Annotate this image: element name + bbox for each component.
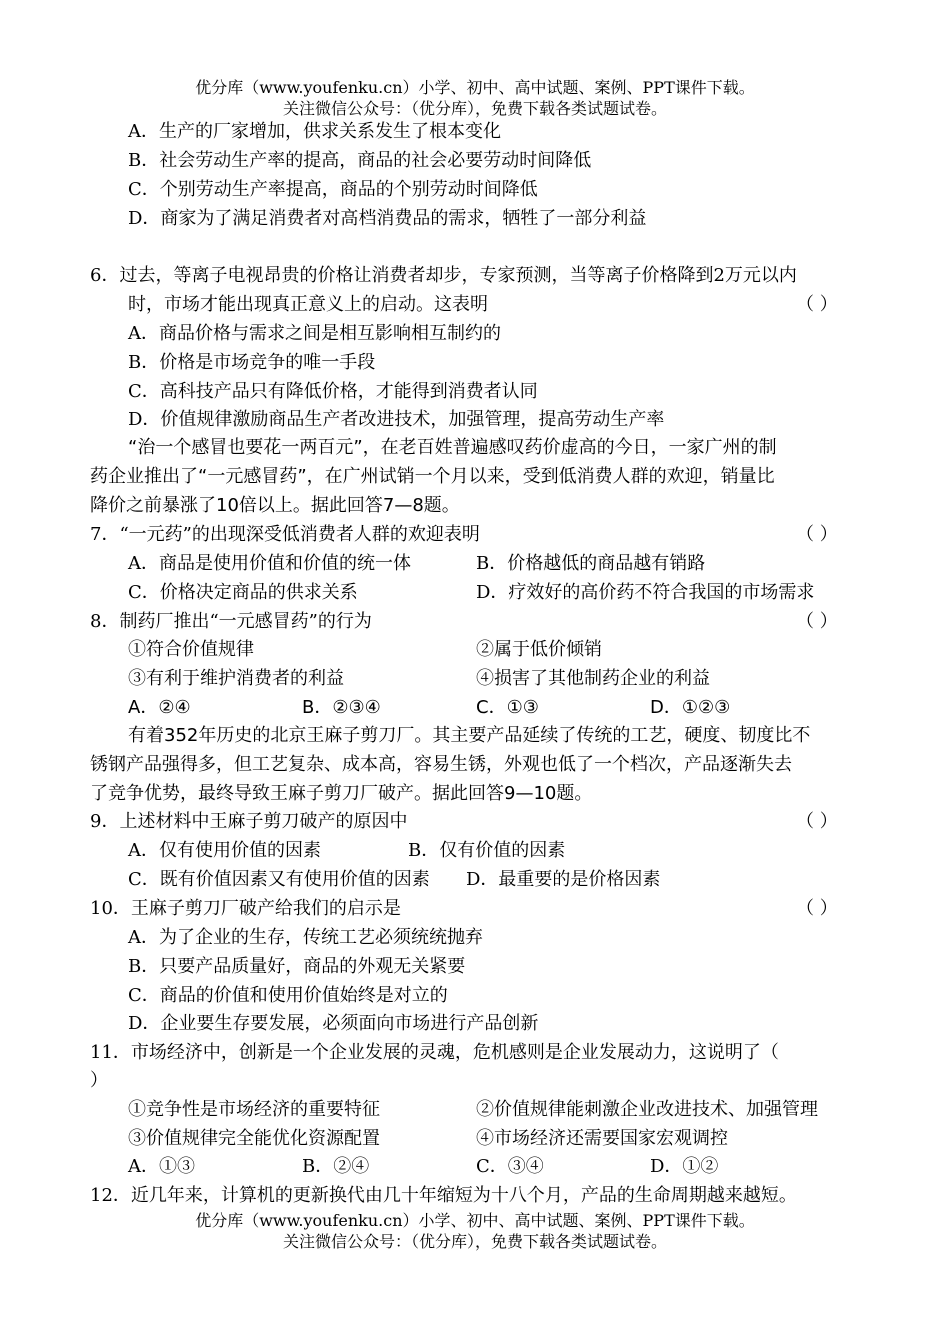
q9-option-d: D．最重要的是价格因素	[466, 869, 661, 890]
q11-statement-2: ②价值规律能刺激企业改进技术、加强管理	[476, 1099, 818, 1120]
footer-line-2: 关注微信公众号：（优分库），免费下载各类试题试卷。	[282, 1232, 667, 1251]
q7-option-a: A．商品是使用价值和价值的统一体	[128, 553, 411, 574]
q9-option-a: A．仅有使用价值的因素	[128, 840, 321, 861]
q7-stem: 7．“一元药”的出现深受低消费者人群的欢迎表明	[90, 524, 480, 545]
q11-option-b: B．②④	[302, 1156, 370, 1177]
q10-option-b: B．只要产品质量好，商品的外观无关紧要	[128, 956, 466, 977]
q5-option-a: A．生产的厂家增加，供求关系发生了根本变化	[128, 121, 501, 142]
q8-statement-4: ④损害了其他制药企业的利益	[476, 668, 710, 689]
q12-stem: 12．近几年来，计算机的更新换代由几十年缩短为十八个月，产品的生命周期越来越短。	[90, 1185, 797, 1206]
q10-option-c: C．商品的价值和使用价值始终是对立的	[128, 985, 448, 1006]
q9-option-b: B．仅有价值的因素	[408, 840, 566, 861]
passage-1-line-2: 药企业推出了“一元感冒药”，在广州试销一个月以来，受到低消费人群的欢迎，销量比	[90, 466, 775, 487]
q6-stem-line-2: 时，市场才能出现真正意义上的启动。这表明	[128, 294, 488, 315]
q10-option-d: D．企业要生存要发展，必须面向市场进行产品创新	[128, 1013, 539, 1034]
q8-statement-1: ①符合价值规律	[128, 639, 254, 660]
q6-answer-paren: （ ）	[796, 294, 838, 315]
q8-answer-paren: （ ）	[796, 611, 838, 632]
q8-stem: 8．制药厂推出“一元感冒药”的行为	[90, 611, 372, 632]
q8-option-c: C．①③	[476, 697, 539, 718]
passage-1-line-1: “治一个感冒也要花一两百元”，在老百姓普遍感叹药价虚高的今日，一家广州的制	[128, 437, 777, 458]
q6-option-b: B．价格是市场竞争的唯一手段	[128, 352, 376, 373]
q11-option-c: C．③④	[476, 1156, 544, 1177]
q7-option-b: B．价格越低的商品越有销路	[476, 553, 706, 574]
q7-option-d: D．疗效好的高价药不符合我国的市场需求	[476, 582, 815, 603]
q6-option-a: A．商品价格与需求之间是相互影响相互制约的	[128, 323, 501, 344]
q8-statement-3: ③有利于维护消费者的利益	[128, 668, 344, 689]
q6-stem-line-1: 6．过去，等离子电视昂贵的价格让消费者却步，专家预测，当等离子价格降到2万元以内	[90, 265, 797, 286]
header-line-2: 关注微信公众号：（优分库），免费下载各类试题试卷。	[282, 99, 667, 118]
q8-statement-2: ②属于低价倾销	[476, 639, 602, 660]
q11-statement-1: ①竞争性是市场经济的重要特征	[128, 1099, 380, 1120]
q8-option-a: A．②④	[128, 697, 191, 718]
q5-option-b: B．社会劳动生产率的提高，商品的社会必要劳动时间降低	[128, 150, 592, 171]
q9-stem: 9．上述材料中王麻子剪刀破产的原因中	[90, 811, 408, 832]
q11-stem-line-2: ）	[90, 1070, 108, 1091]
q7-answer-paren: （ ）	[796, 524, 838, 545]
passage-2-line-3: 了竞争优势，最终导致王麻子剪刀厂破产。据此回答9—10题。	[90, 783, 593, 804]
passage-1-line-3: 降价之前暴涨了10倍以上。据此回答7—8题。	[90, 495, 460, 516]
q7-option-c: C．价格决定商品的供求关系	[128, 582, 358, 603]
q10-answer-paren: （ ）	[796, 898, 838, 919]
header-line-1: 优分库（www.youfenku.cn）小学、初中、高中试题、案例、PPT课件下载。	[195, 78, 755, 97]
q6-option-c: C．高科技产品只有降低价格，才能得到消费者认同	[128, 381, 538, 402]
q10-stem: 10．王麻子剪刀厂破产给我们的启示是	[90, 898, 401, 919]
q11-statement-4: ④市场经济还需要国家宏观调控	[476, 1128, 728, 1149]
q9-option-c: C．既有价值因素又有使用价值的因素	[128, 869, 430, 890]
q10-option-a: A．为了企业的生存，传统工艺必须统统抛弃	[128, 927, 483, 948]
passage-2-line-1: 有着352年历史的北京王麻子剪刀厂。其主要产品延续了传统的工艺，硬度、韧度比不	[128, 725, 811, 746]
q11-option-a: A．①③	[128, 1156, 195, 1177]
q11-option-d: D．①②	[650, 1156, 719, 1177]
q6-option-d: D．价值规律激励商品生产者改进技术，加强管理，提高劳动生产率	[128, 409, 665, 430]
passage-2-line-2: 锈钢产品强得多，但工艺复杂、成本高，容易生锈，外观也低了一个档次，产品逐渐失去	[90, 754, 792, 775]
q5-option-c: C．个别劳动生产率提高，商品的个别劳动时间降低	[128, 179, 538, 200]
q8-option-d: D．①②③	[650, 697, 731, 718]
q8-option-b: B．②③④	[302, 697, 381, 718]
footer-line-1: 优分库（www.youfenku.cn）小学、初中、高中试题、案例、PPT课件下载。	[195, 1211, 755, 1230]
q11-stem-line-1: 11．市场经济中，创新是一个企业发展的灵魂，危机感则是企业发展动力，这说明了（	[90, 1042, 779, 1063]
q11-statement-3: ③价值规律完全能优化资源配置	[128, 1128, 380, 1149]
q9-answer-paren: （ ）	[796, 811, 838, 832]
q5-option-d: D．商家为了满足消费者对高档消费品的需求，牺牲了一部分利益	[128, 208, 647, 229]
